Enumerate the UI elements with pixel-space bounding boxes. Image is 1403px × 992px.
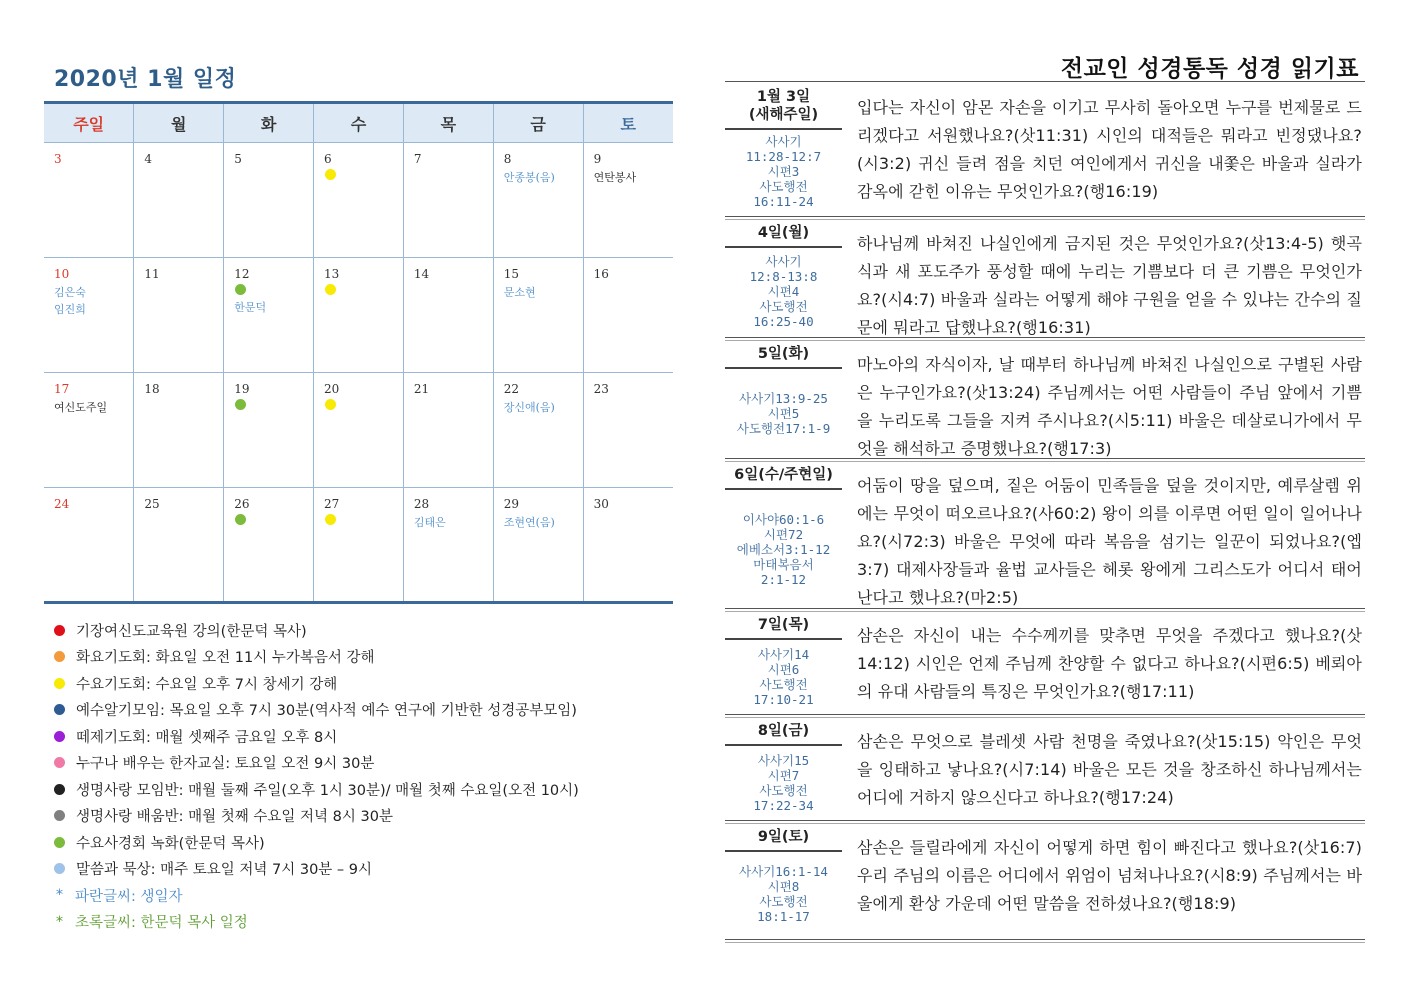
sermon-recording-dot: [235, 399, 246, 410]
legend-dot-icon: [54, 651, 65, 662]
calendar-week-row: [44, 488, 673, 603]
scripture-reference: 사사기14: [757, 647, 810, 662]
calendar-day-cell: [583, 258, 673, 373]
reading-plan-row: [725, 341, 1365, 459]
scripture-references: [725, 753, 842, 813]
scripture-reference: 사도행전: [759, 783, 808, 798]
day-note: 여신도주일: [54, 401, 108, 414]
reading-plan-row: [725, 220, 1365, 338]
reading-plan-date-column: [725, 612, 842, 714]
scripture-reference: 17:10-21: [753, 692, 814, 707]
wednesday-prayer-dot: [325, 514, 336, 525]
scripture-reference: 18:1-17: [757, 909, 810, 924]
day-number: 19: [234, 382, 250, 396]
legend-item: [52, 829, 579, 856]
scripture-reference: 시편72: [763, 527, 804, 542]
reading-questions: 입다는 자신이 암몬 자손을 이기고 무사히 돌아오면 누구를 번제물로 드리겠다고 서원했나요?(삿11:31) 시인의 대적들은 뭐라고 빈정댔나요?(시3:2) 귀신 들려 점을 치던 여인에게서 귀신을 내쫓은 바울과 실라가 감옥에 갇힌 이유는 무엇인가요?(행16:19): [857, 98, 1362, 201]
day-note: 문소현: [503, 286, 536, 299]
legend-footnote: [52, 882, 579, 909]
calendar-title: 2020년 1월 일정: [54, 67, 237, 92]
day-number: 30: [593, 497, 609, 511]
footnote-text: 초록글씨: 한문덕 목사 일정: [75, 915, 248, 932]
reading-date-line: 8일(금): [757, 723, 810, 739]
legend-text: 수요기도회: 수요일 오후 7시 창세기 강해: [76, 676, 338, 693]
scripture-reference: 시편5: [767, 406, 800, 421]
legend-dot-icon: [54, 704, 65, 715]
legend-footnote: [52, 909, 579, 936]
reading-questions: 마노아의 자식이자, 날 때부터 하나님께 바쳐진 나실인으로 구별된 사람은 누구인가요?(삿13:24) 주님께서는 어떤 사람들이 주님 앞에서 기쁨을 누리도록 그들을 지켜 주시나요?(시5:11) 바울은 데살로니가에서 무엇을 해석하고 증명했나요?(행17:3): [857, 355, 1362, 458]
calendar-day-cell: [583, 373, 673, 488]
legend-text: 화요기도회: 화요일 오전 11시 누가복음서 강해: [76, 650, 375, 667]
day-note: 한문덕: [234, 301, 267, 314]
reading-date-line: 5일(화): [757, 346, 810, 362]
day-note: 임진희: [54, 303, 86, 316]
scripture-reference: 사사기16:1-14: [739, 864, 828, 879]
day-number: 4: [144, 152, 152, 166]
scripture-reference: 2:1-12: [760, 572, 807, 587]
legend-dot-icon: [54, 731, 65, 742]
scripture-reference: 시편7: [767, 768, 800, 783]
day-number: 6: [324, 152, 332, 166]
day-note: 장신애(음): [503, 401, 555, 414]
scripture-references: [725, 391, 842, 436]
calendar-day-cell: [403, 488, 493, 603]
calendar-week-row: [44, 373, 673, 488]
calendar-day-cell: [134, 143, 224, 258]
reading-plan-date-column: [725, 84, 842, 216]
scripture-references: [725, 254, 842, 329]
day-number: 21: [413, 382, 430, 396]
calendar-day-cell: [134, 258, 224, 373]
day-note: 안종봉(음): [503, 171, 555, 184]
calendar-day-cell: [224, 143, 314, 258]
day-number: 3: [54, 152, 62, 166]
reading-plan-row: [725, 824, 1365, 940]
legend-item: [52, 776, 579, 803]
calendar-day-cell: [583, 143, 673, 258]
calendar-day-cell: [493, 488, 583, 603]
day-note: 김태은: [413, 516, 446, 529]
day-number: 16: [593, 267, 609, 281]
footnote-text: 파란글씨: 생일자: [75, 888, 183, 905]
legend-text: 기장여신도교육원 강의(한문덕 목사): [76, 623, 307, 640]
legend-text: 예수알기모임: 목요일 오후 7시 30분(역사적 예수 연구에 기반한 성경공부모임): [76, 703, 577, 720]
scripture-reference: 사도행전: [759, 299, 808, 314]
reading-date-line: 6일(수/주현일): [734, 467, 833, 483]
calendar-day-cell: [403, 373, 493, 488]
day-number: 17: [54, 382, 70, 396]
legend-dot-icon: [54, 757, 65, 768]
calendar-day-cell: [493, 258, 583, 373]
reading-date-line: 7일(목): [757, 617, 810, 633]
scripture-reference: 사도행전: [759, 677, 808, 692]
legend-item: [52, 723, 579, 750]
legend-item: [52, 697, 579, 724]
legend-item: [52, 856, 579, 883]
calendar-day-cell: [493, 143, 583, 258]
date-underline: [725, 488, 842, 490]
calendar-day-cell: [583, 488, 673, 603]
legend-text: 떼제기도회: 매월 셋째주 금요일 오후 8시: [76, 729, 338, 746]
day-number: 29: [503, 497, 519, 511]
legend-item: [52, 617, 579, 644]
calendar-day-cell: [44, 488, 134, 603]
day-note: 김은숙: [54, 286, 86, 299]
day-number: 10: [54, 267, 70, 281]
day-number: 5: [234, 152, 242, 166]
legend-dot-icon: [54, 625, 65, 636]
scripture-reference: 사사기15: [757, 753, 810, 768]
day-number: 9: [593, 152, 602, 166]
date-underline: [725, 638, 842, 640]
legend-dot-icon: [54, 784, 65, 795]
scripture-references: [725, 647, 842, 707]
scripture-reference: 17:22-34: [753, 798, 814, 813]
calendar-day-cell: [224, 258, 314, 373]
day-number: 22: [503, 382, 519, 396]
day-number: 26: [234, 497, 250, 511]
reading-questions: 삼손은 무엇으로 블레셋 사람 천명을 죽였나요?(삿15:15) 악인은 무엇을 잉태하고 낳나요?(시7:14) 바울은 모든 것을 창조하신 하나님께서는 어디에 거하지 않으신다고 하나요?(행17:24): [857, 732, 1362, 807]
weekday-saturday: 토: [583, 103, 673, 143]
date-underline: [725, 850, 842, 852]
scripture-reference: 마태복음서: [753, 557, 814, 572]
reading-date-line: 4일(월): [757, 225, 810, 241]
date-underline: [725, 744, 842, 746]
reading-date-line: (새해주일): [748, 107, 819, 123]
legend-text: 누구나 배우는 한자교실: 토요일 오전 9시 30분: [76, 756, 375, 773]
reading-plan-date-column: [725, 462, 842, 608]
calendar-day-cell: [44, 258, 134, 373]
legend-item: [52, 644, 579, 671]
reading-date-line: 9일(토): [757, 829, 810, 845]
scripture-references: [725, 134, 842, 209]
reading-date: [725, 718, 842, 740]
sermon-recording-dot: [235, 514, 246, 525]
reading-plan-top-rule: [725, 81, 1365, 82]
reading-date: [725, 824, 842, 846]
legend-dot-icon: [54, 810, 65, 821]
day-number: 7: [413, 152, 422, 166]
day-number: 23: [593, 382, 609, 396]
reading-questions: 삼손은 들릴라에게 자신이 어떻게 하면 힘이 빠진다고 했나요?(삿16:7) 우리 주님의 이름은 어디에서 위엄이 넘쳐나나요?(시8:9) 주님께서는 바울에게 환상 가운데 어떤 말씀을 전하셨나요?(행18:9): [857, 838, 1362, 913]
calendar-week-row: [44, 143, 673, 258]
calendar-grid: [44, 101, 673, 604]
reading-plan-date-column: [725, 824, 842, 939]
scripture-reference: 시편6: [767, 662, 800, 677]
wednesday-prayer-dot: [325, 399, 336, 410]
weekday-header-row: [44, 103, 673, 143]
legend-text: 수요사경회 녹화(한문덕 목사): [76, 835, 265, 852]
date-underline: [725, 367, 842, 369]
legend-text: 생명사랑 배움반: 매월 첫째 수요일 저녁 8시 30분: [76, 809, 393, 826]
reading-plan-title: 전교인 성경통독 성경 읽기표: [1060, 56, 1359, 82]
day-number: 15: [503, 267, 519, 281]
scripture-reference: 16:25-40: [753, 314, 814, 329]
calendar-day-cell: [403, 258, 493, 373]
calendar-day-cell: [134, 488, 224, 603]
calendar-day-cell: [224, 373, 314, 488]
legend-item: [52, 750, 579, 777]
legend-dot-icon: [54, 678, 65, 689]
calendar-day-cell: [314, 143, 404, 258]
reading-questions: 하나님께 바쳐진 나실인에게 금지된 것은 무엇인가요?(삿13:4-5) 햇곡식과 새 포도주가 풍성할 때에 누리는 기쁨보다 더 큰 기쁨은 무엇인가요?(시4:7) 바울과 실라는 어떻게 해야 구원을 얻을 수 있냐는 간수의 질문에 뭐라고 답했나요?(행16:31): [857, 234, 1362, 337]
weekday-thursday: 목: [403, 103, 493, 143]
calendar-day-cell: [314, 258, 404, 373]
day-number: 14: [413, 267, 430, 281]
calendar-day-cell: [403, 143, 493, 258]
weekday-tuesday: 화: [224, 103, 314, 143]
scripture-references: [725, 864, 842, 924]
calendar-day-cell: [314, 488, 404, 603]
reading-plan-row: [725, 84, 1365, 217]
wednesday-prayer-dot: [325, 284, 336, 295]
reading-plan-date-column: [725, 220, 842, 337]
wednesday-prayer-dot: [325, 169, 336, 180]
day-number: 13: [324, 267, 340, 281]
scripture-reference: 시편4: [767, 284, 800, 299]
weekday-sunday: 주일: [44, 103, 134, 143]
legend-dot-icon: [54, 837, 65, 848]
reading-date: [725, 220, 842, 242]
asterisk-icon: *: [55, 887, 64, 904]
calendar-body: [44, 143, 673, 603]
scripture-reference: 사도행전: [759, 179, 808, 194]
reading-date: [725, 462, 842, 484]
day-number: 8: [503, 152, 512, 166]
calendar-day-cell: [224, 488, 314, 603]
reading-date: [725, 612, 842, 634]
day-number: 11: [144, 267, 160, 281]
reading-questions: 어둠이 땅을 덮으며, 짙은 어둠이 민족들을 덮을 것이지만, 예루살렘 위에는 무엇이 떠오르나요?(사60:2) 왕이 의를 이루면 어떤 일이 일어나나요?(시72:3) 바울은 무엇에 따라 복음을 섬기는 일꾼이 되었나요?(엡3:7) 대제사장들과 율법 교사들은 헤롯 왕에게 그리스도가 어디서 태어난다고 했나요?(마2:5): [857, 476, 1362, 607]
day-note: 연탄봉사: [593, 171, 637, 184]
calendar-day-cell: [134, 373, 224, 488]
date-underline: [725, 246, 842, 248]
calendar-day-cell: [493, 373, 583, 488]
day-number: 20: [324, 382, 340, 396]
reading-plan-row: [725, 462, 1365, 609]
weekday-wednesday: 수: [314, 103, 404, 143]
scripture-reference: 16:11-24: [753, 194, 814, 209]
day-number: 28: [413, 497, 430, 511]
legend-item: [52, 803, 579, 830]
asterisk-icon: *: [55, 913, 64, 930]
scripture-reference: 사도행전: [759, 894, 808, 909]
calendar-day-cell: [44, 373, 134, 488]
date-underline: [725, 128, 842, 130]
reading-questions: 삼손은 자신이 내는 수수께끼를 맞추면 무엇을 주겠다고 했나요?(삿14:12) 시인은 언제 주님께 찬양할 수 없다고 하나요?(시편6:5) 베뢰아의 유대 사람들의 특징은 무엇인가요?(행17:11): [857, 626, 1362, 701]
scripture-reference: 사도행전17:1-9: [736, 421, 831, 436]
reading-date: [725, 84, 842, 124]
scripture-reference: 사사기: [765, 134, 802, 149]
scripture-reference: 이사야60:1-6: [742, 512, 825, 527]
legend-text: 생명사랑 모임반: 매월 둘째 주일(오후 1시 30분)/ 매월 첫째 수요일(오전 10시): [76, 782, 579, 799]
legend-item: [52, 670, 579, 697]
sermon-recording-dot: [235, 284, 246, 295]
reading-plan-date-column: [725, 718, 842, 820]
day-note: 조현연(음): [503, 516, 555, 529]
scripture-reference: 사사기: [765, 254, 802, 269]
day-number: 25: [144, 497, 160, 511]
reading-date: [725, 341, 842, 363]
schedule-legend: [52, 617, 579, 935]
scripture-reference: 에베소서3:1-12: [736, 542, 831, 557]
reading-plan-row: [725, 718, 1365, 821]
reading-date-line: 1월 3일: [756, 89, 811, 105]
weekday-friday: 금: [493, 103, 583, 143]
calendar-day-cell: [44, 143, 134, 258]
day-number: 24: [54, 497, 70, 511]
reading-plan-date-column: [725, 341, 842, 458]
legend-text: 말씀과 묵상: 매주 토요일 저녁 7시 30분 – 9시: [76, 862, 373, 879]
calendar-week-row: [44, 258, 673, 373]
scripture-reference: 시편3: [767, 164, 800, 179]
scripture-references: [725, 512, 842, 587]
scripture-reference: 11:28-12:7: [745, 149, 822, 164]
scripture-reference: 사사기13:9-25: [739, 391, 828, 406]
legend-dot-icon: [54, 863, 65, 874]
scripture-reference: 12:8-13:8: [749, 269, 818, 284]
weekday-monday: 월: [134, 103, 224, 143]
day-number: 18: [144, 382, 160, 396]
reading-plan-row: [725, 612, 1365, 715]
day-number: 12: [234, 267, 250, 281]
scripture-reference: 시편8: [767, 879, 800, 894]
calendar-day-cell: [314, 373, 404, 488]
day-number: 27: [324, 497, 340, 511]
